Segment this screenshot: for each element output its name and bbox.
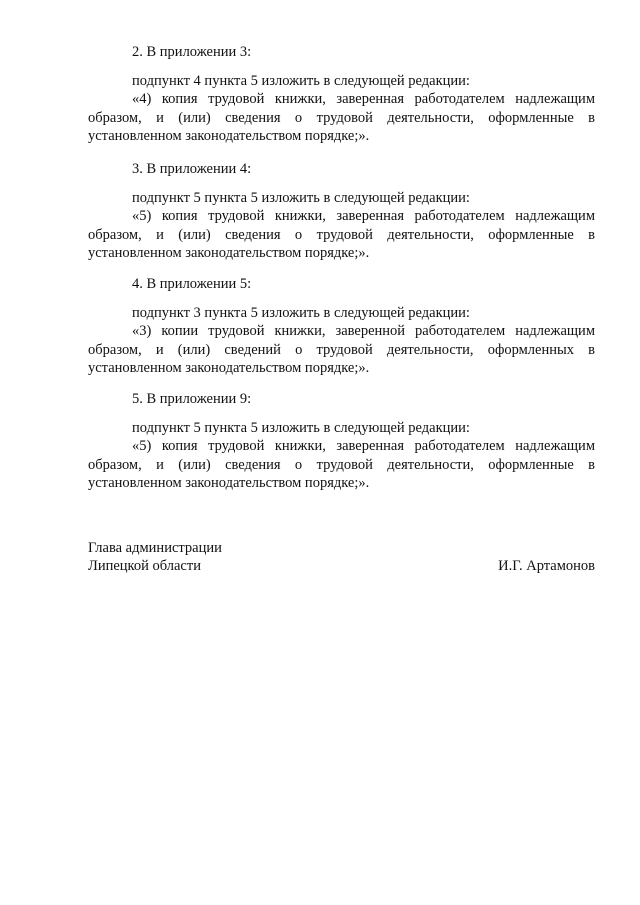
section-instruction: подпункт 5 пункта 5 изложить в следующей редакции: bbox=[132, 190, 470, 206]
section-heading: 5. В приложении 9: bbox=[132, 391, 252, 407]
section-amendment-text: «3) копии трудовой книжки, заверенной работодателем надлежащим образом, и (или) сведений о трудовой деятельности, оформленных в установленном законодательством порядке;». bbox=[88, 323, 595, 376]
section-amendment-text: «4) копия трудовой книжки, заверенная работодателем надлежащим образом, и (или) сведения о трудовой деятельности, оформленные в установленном законодательством порядке;». bbox=[88, 91, 595, 144]
signatory-title-line1: Глава администрации bbox=[88, 540, 222, 556]
section-amendment-text: «5) копия трудовой книжки, заверенная работодателем надлежащим образом, и (или) сведения о трудовой деятельности, оформленные в установленном законодательством порядке;». bbox=[88, 438, 595, 491]
signatory-title-line2: Липецкой области bbox=[88, 558, 201, 574]
section-appendix-4 bbox=[88, 160, 595, 263]
section-instruction: подпункт 3 пункта 5 изложить в следующей редакции: bbox=[132, 305, 470, 321]
section-heading: 3. В приложении 4: bbox=[132, 161, 252, 177]
signature-row bbox=[88, 557, 595, 575]
section-instruction: подпункт 5 пункта 5 изложить в следующей редакции: bbox=[132, 420, 470, 436]
section-appendix-5 bbox=[88, 275, 595, 378]
signature-block bbox=[88, 539, 595, 575]
section-appendix-3 bbox=[88, 43, 595, 146]
section-amendment-text: «5) копия трудовой книжки, заверенная работодателем надлежащим образом, и (или) сведения о трудовой деятельности, оформленные в установленном законодательством порядке;». bbox=[88, 208, 595, 261]
signatory-name: И.Г. Артамонов bbox=[498, 558, 595, 574]
section-heading: 2. В приложении 3: bbox=[132, 44, 252, 60]
section-heading: 4. В приложении 5: bbox=[132, 276, 252, 292]
section-instruction: подпункт 4 пункта 5 изложить в следующей редакции: bbox=[132, 73, 470, 89]
section-appendix-9 bbox=[88, 390, 595, 493]
